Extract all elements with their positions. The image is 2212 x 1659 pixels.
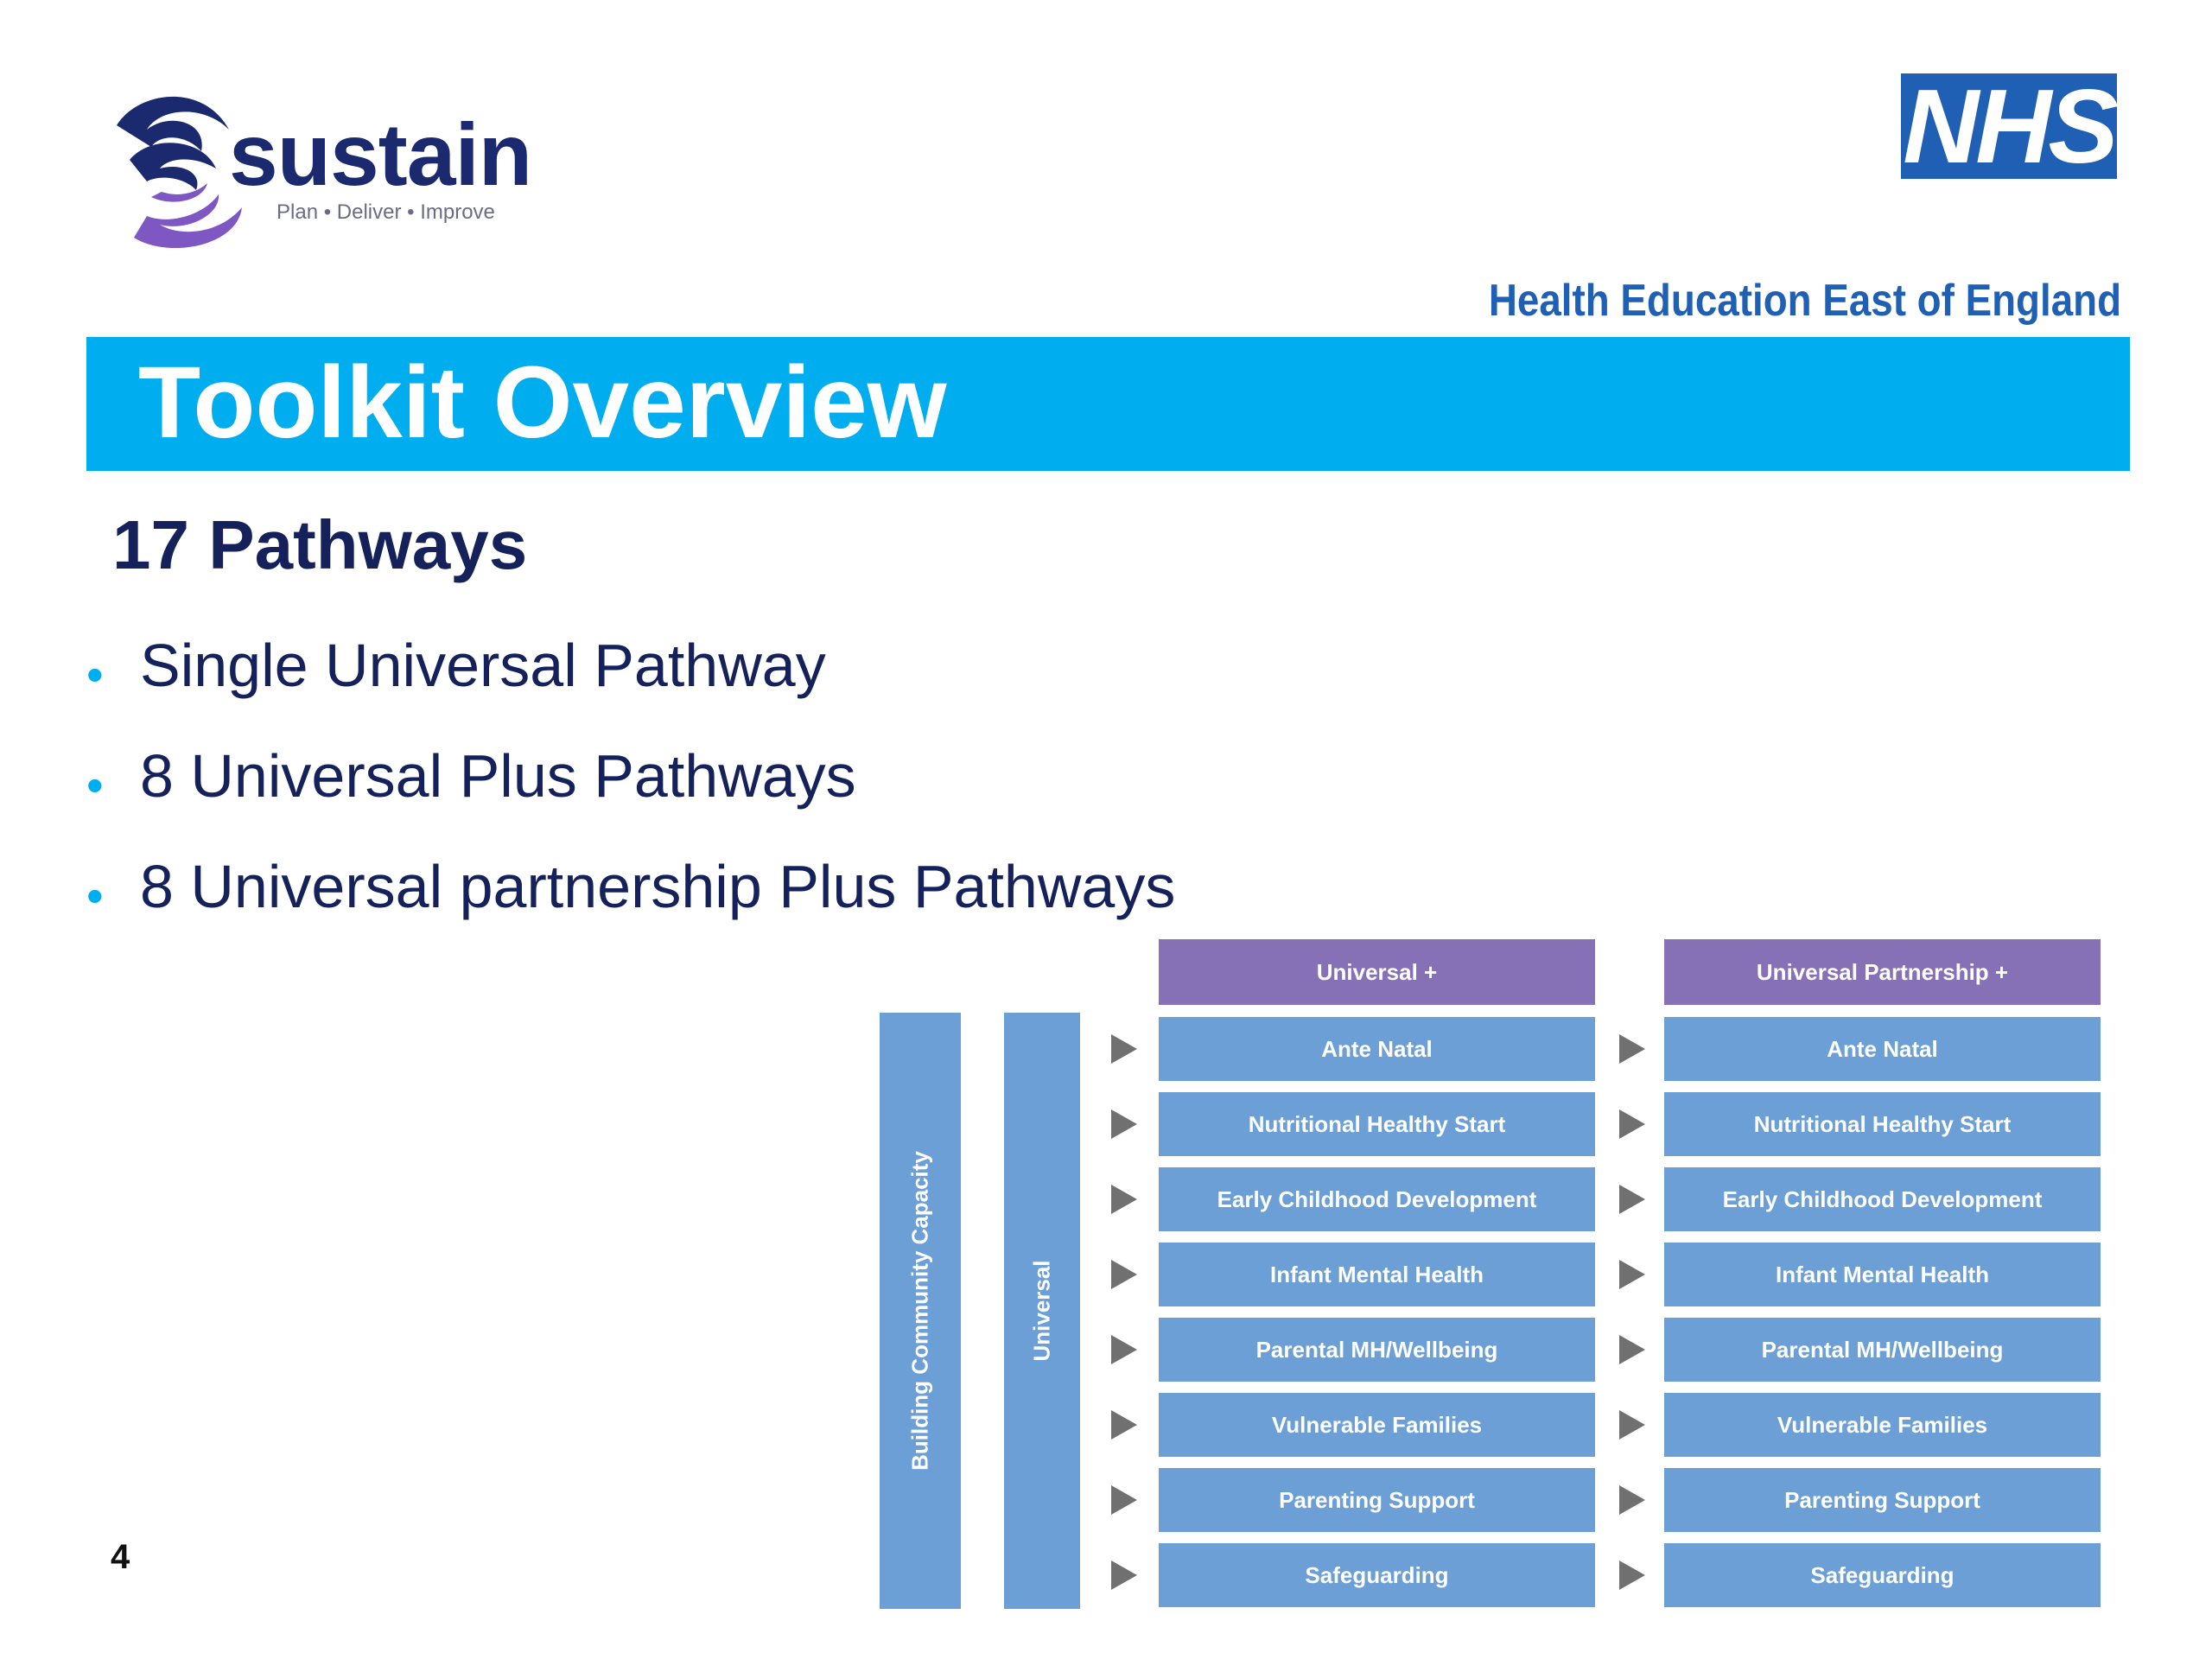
sustain-tagline: Plan • Deliver • Improve xyxy=(276,200,495,224)
list-item xyxy=(86,741,1175,852)
arrow-right-icon xyxy=(1619,1260,1645,1289)
pathway-box: Infant Mental Health xyxy=(1664,1243,2101,1306)
bullet-text: 8 Universal Plus Pathways xyxy=(140,742,856,810)
arrow-right-icon xyxy=(1111,1109,1137,1139)
arrow-right-icon xyxy=(1111,1560,1137,1590)
pathway-box: Nutritional Healthy Start xyxy=(1159,1092,1595,1156)
universal-partnership-plus-header: Universal Partnership + xyxy=(1664,939,2101,1005)
bullet-dot-icon: • xyxy=(86,647,104,702)
pathway-box: Safeguarding xyxy=(1159,1543,1595,1607)
pathway-box: Infant Mental Health xyxy=(1159,1243,1595,1306)
universal-bar xyxy=(1004,1013,1080,1609)
pathway-box: Parenting Support xyxy=(1159,1468,1595,1532)
arrow-right-icon xyxy=(1619,1335,1645,1364)
pathway-box: Nutritional Healthy Start xyxy=(1664,1092,2101,1156)
arrow-right-icon xyxy=(1111,1185,1137,1214)
pathway-box: Parental MH/Wellbeing xyxy=(1664,1318,2101,1382)
bullet-text: Single Universal Pathway xyxy=(140,632,826,699)
pathway-box: Ante Natal xyxy=(1664,1017,2101,1081)
pathway-box: Vulnerable Families xyxy=(1159,1393,1595,1457)
arrow-right-icon xyxy=(1619,1185,1645,1214)
page-number: 4 xyxy=(111,1538,130,1576)
arrow-right-icon xyxy=(1619,1560,1645,1590)
bullet-text: 8 Universal partnership Plus Pathways xyxy=(140,853,1176,920)
arrow-right-icon xyxy=(1619,1410,1645,1440)
bullet-list xyxy=(86,631,1175,963)
arrow-right-icon xyxy=(1619,1034,1645,1064)
universal-plus-header: Universal + xyxy=(1159,939,1595,1005)
arrow-right-icon xyxy=(1111,1034,1137,1064)
arrow-right-icon xyxy=(1619,1485,1645,1515)
sustain-wordmark: sustain xyxy=(229,105,532,204)
bullet-dot-icon: • xyxy=(86,868,104,923)
community-capacity-bar xyxy=(880,1013,961,1609)
list-item xyxy=(86,852,1175,963)
arrow-right-icon xyxy=(1111,1485,1137,1515)
pathway-box: Ante Natal xyxy=(1159,1017,1595,1081)
bullet-dot-icon: • xyxy=(86,758,104,812)
arrow-right-icon xyxy=(1111,1260,1137,1289)
pathway-box: Early Childhood Development xyxy=(1664,1167,2101,1231)
list-item xyxy=(86,631,1175,741)
pathway-box: Vulnerable Families xyxy=(1664,1393,2101,1457)
arrow-right-icon xyxy=(1619,1109,1645,1139)
sustain-logo xyxy=(99,86,549,268)
arrow-right-icon xyxy=(1111,1410,1137,1440)
title-banner xyxy=(86,337,2130,471)
organisation-name: Health Education East of England xyxy=(1488,276,2121,326)
community-capacity-label: Building Community Capacity xyxy=(906,1151,933,1471)
pathway-box: Parenting Support xyxy=(1664,1468,2101,1532)
pathway-box: Early Childhood Development xyxy=(1159,1167,1595,1231)
slide-subtitle: 17 Pathways xyxy=(112,506,528,583)
slide-title: Toolkit Overview xyxy=(138,346,947,460)
nhs-logo: NHS xyxy=(1901,73,2117,179)
arrow-right-icon xyxy=(1111,1335,1137,1364)
universal-label: Universal xyxy=(1028,1260,1055,1362)
pathway-box: Parental MH/Wellbeing xyxy=(1159,1318,1595,1382)
pathway-box: Safeguarding xyxy=(1664,1543,2101,1607)
